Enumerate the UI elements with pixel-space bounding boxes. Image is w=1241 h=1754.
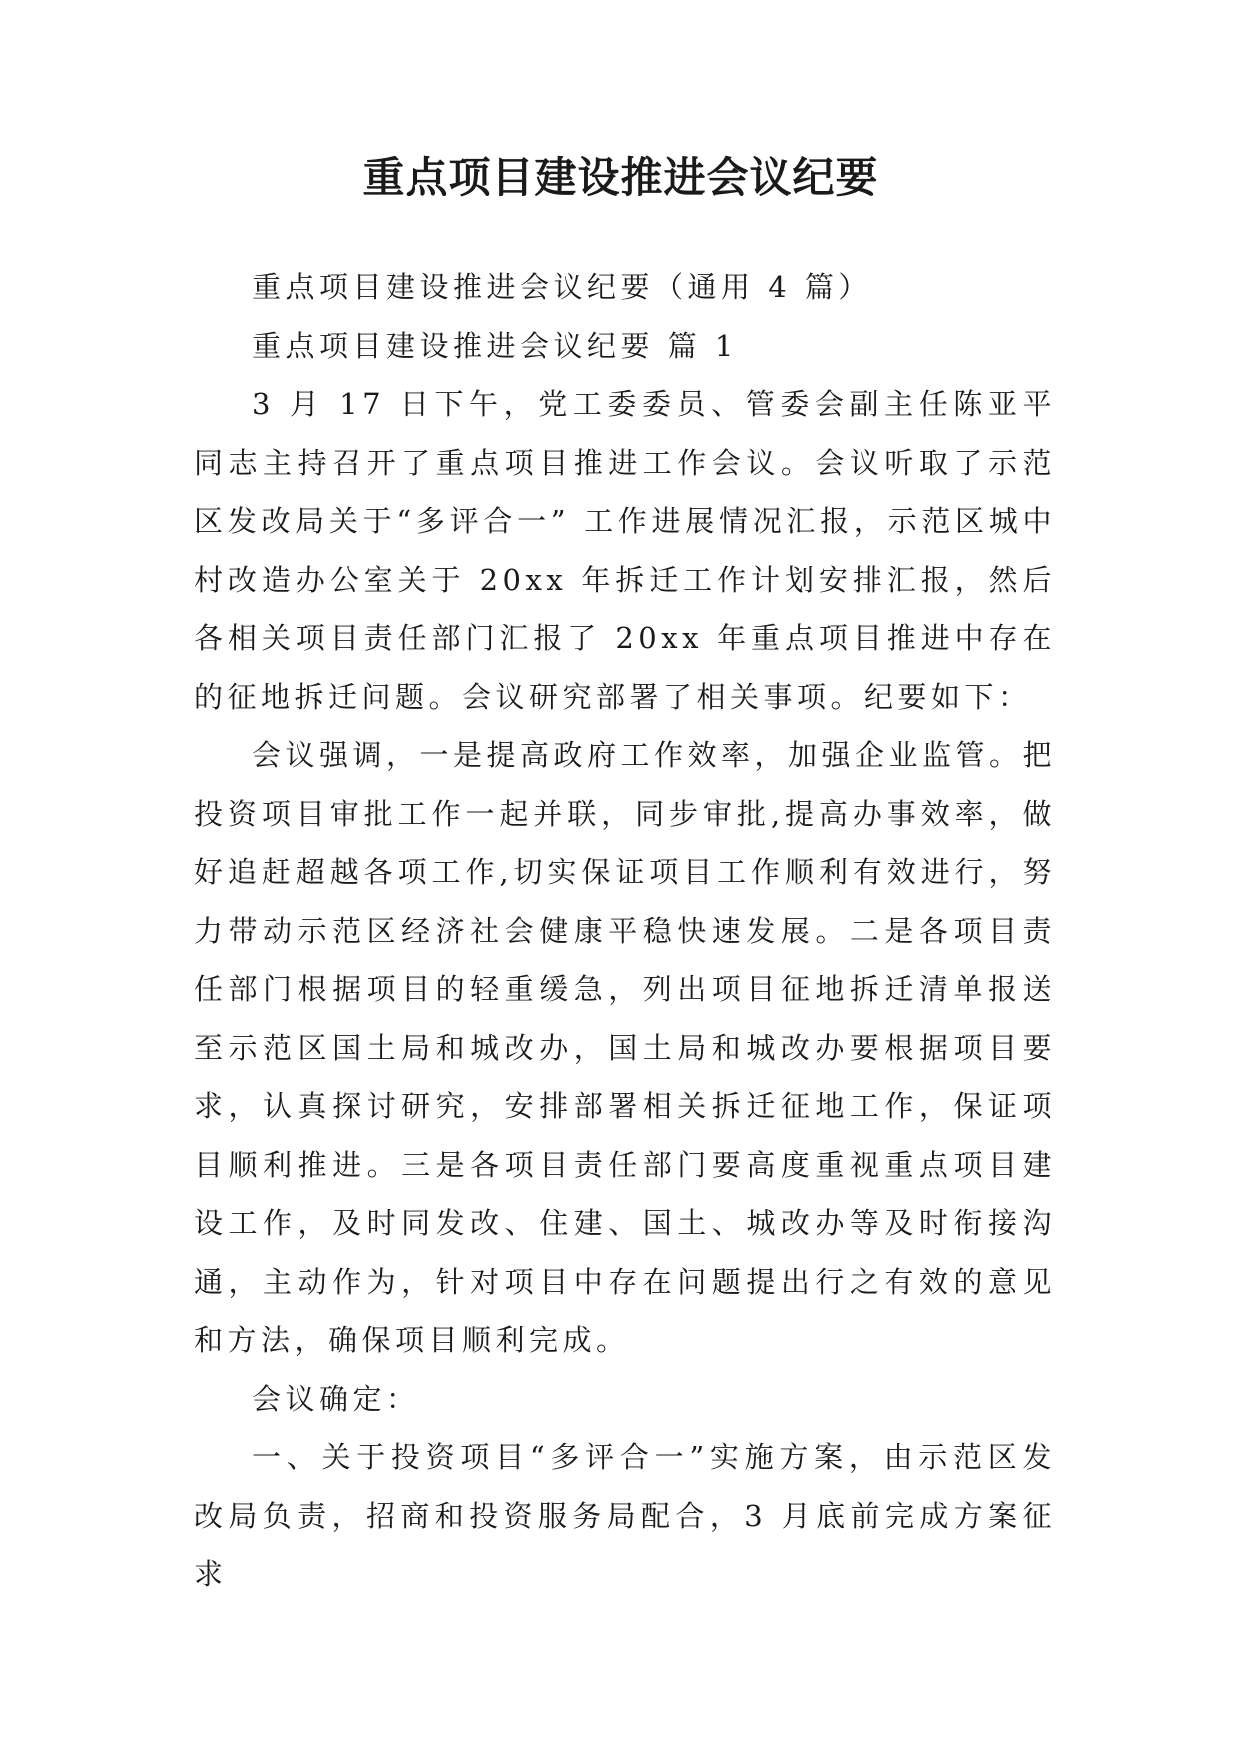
paragraph-decision-1: 一、关于投资项目“多评合一”实施方案，由示范区发改局负责，招商和投资服务局配合，3 月底前完成方案征求 [194,1440,1056,1591]
subtitle-collection: 重点项目建设推进会议纪要（通用 4 篇） [252,270,872,304]
document-body [194,258,1056,1604]
document-title: 重点项目建设推进会议纪要 [362,153,879,202]
section-heading: 重点项目建设推进会议纪要 篇 1 [252,328,738,363]
paragraph-emphasis: 会议强调，一是提高政府工作效率，加强企业监管。把投资项目审批工作一起并联，同步审批,提高办事效率，做好追赶超越各项工作,切实保证项目工作顺利有效进行，努力带动示范区经济社会健康平稳快速发展。二是各项目责任部门根据项目的轻重缓急，列出项目征地拆迁清单报送至示范区国土局和城改办，国土局和城改办要根据项目要求，认真探讨研究，安排部署相关拆迁征地工作，保证项目顺利推进。三是各项目责任部门要高度重视重点项目建设工作，及时同发改、住建、国土、城改办等及时衔接沟通，主动作为，针对项目中存在问题提出行之有效的意见和方法，确保项目顺利完成。 [194,738,1057,1357]
paragraph-intro: 3 月 17 日下午，党工委委员、管委会副主任陈亚平同志主持召开了重点项目推进工作会议。会议听取了示范区发改局关于“多评合一” 工作进展情况汇报，示范区城中村改造办公室关于 20xx 年拆迁工作计划安排汇报，然后各相关项目责任部门汇报了 20xx 年重点项目推进中存在的征地拆迁问题。会议研究部署了相关事项。纪要如下： [194,387,1056,714]
paragraph-decisions-heading: 会议确定： [252,1381,420,1416]
